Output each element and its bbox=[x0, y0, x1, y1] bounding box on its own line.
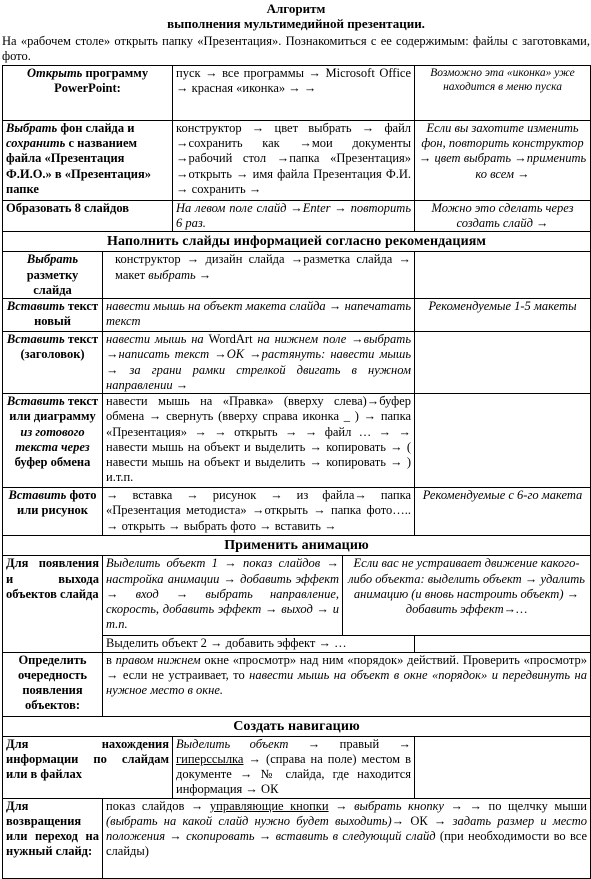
step-label: Образовать 8 слайдов bbox=[3, 200, 173, 232]
step-label: Вставить текст или диаграмму из готового текста через буфер обмена bbox=[3, 394, 103, 488]
step-action: навести мышь на «Правка» (вверху слева)→буфер обмена → свернуть (вверху справа иконка _ ) → папка «Презентация» → → открыть → → файл … → → навести мышь на объект и выделить → копировать → ( навести мышь на объект и выделить → копировать → ) и.т.п. bbox=[103, 394, 415, 488]
step-note-empty bbox=[415, 252, 591, 299]
step-note-empty bbox=[415, 636, 591, 652]
step-action: показ слайдов → управляющие кнопки → выбрать кнопку → → по щелчку мыши (выбрать на какой слайд нужно будет выходить)→ ОК → задать размер и место положения → скопировать → вставить в следующий слайд (при необходимости во все слайды) bbox=[103, 798, 591, 878]
step-note: Если вы захотите изменить фон, повторить конструктор → цвет выбрать →применить ко всем → bbox=[415, 120, 591, 200]
section-animation bbox=[3, 536, 591, 556]
step-label: Вставить текст (заголовок) bbox=[3, 332, 103, 394]
step-label: Вставить текст новый bbox=[3, 299, 103, 332]
step-action: → вставка → рисунок → из файла→ папка «Презентация методиста» →открыть → папка фото….. → открыть → выбрать фото → вставить → bbox=[103, 488, 415, 536]
step-note: Рекомендуемые с 6-го макета bbox=[415, 488, 591, 536]
step-label: Вставить фото или рисунок bbox=[3, 488, 103, 536]
row-insert-heading bbox=[3, 332, 591, 394]
step-label: Для возвращения или переход на нужный слайд: bbox=[3, 798, 103, 878]
step-action: пуск → все программы → Microsoft Office → красная «иконка» → → bbox=[173, 65, 415, 120]
step-label: Для появления и выхода объектов слайда bbox=[3, 556, 103, 652]
step-action: навести мышь на WordArt на нижнем поле →выбрать →написать текст →ОК →растянуть: навести мышь → за грани рамки стрелкой двигать в нужном направлении → bbox=[103, 332, 415, 394]
step-action: Выделить объект → правый → гиперссылка → (справа на поле) местом в документе → № слайда, где находится информация → ОК bbox=[173, 736, 415, 798]
step-note: Можно это сделать через создать слайд → bbox=[415, 200, 591, 232]
algorithm-table bbox=[2, 65, 591, 879]
title-line-2: выполнения мультимедийной презентации. bbox=[167, 15, 425, 31]
step-label: Для нахождения информации по слайдам или в файлах bbox=[3, 736, 173, 798]
step-label: Выбрать фон слайда и сохранить с названием файла «Презентация Ф.И.О.» в «Презентация» папке bbox=[3, 120, 173, 200]
section-navigation bbox=[3, 716, 591, 736]
row-action-buttons bbox=[3, 798, 591, 878]
step-note: Возможно эта «иконка» уже находится в меню пуска bbox=[415, 65, 591, 120]
step-label: Определить очередность появления объектов: bbox=[3, 652, 103, 716]
section-heading: Создать навигацию bbox=[3, 716, 591, 736]
row-insert-photo bbox=[3, 488, 591, 536]
title-line-1: Алгоритм bbox=[266, 1, 326, 16]
row-create-slides bbox=[3, 200, 591, 232]
step-action: конструктор → цвет выбрать → файл →сохранить как →мои документы →рабочий стол →папка «Презентация» →открыть → имя файла Презентация Ф.И. → сохранить → bbox=[173, 120, 415, 200]
step-action: На левом поле слайд →Enter → повторить 6 раз. bbox=[173, 200, 415, 232]
row-choose-layout bbox=[3, 252, 591, 299]
step-label: Выбрать разметку слайда bbox=[3, 252, 103, 299]
step-note-empty bbox=[415, 736, 591, 798]
step-action-2: Выделить объект 2 → добавить эффект → … bbox=[103, 636, 415, 652]
row-insert-clipboard bbox=[3, 394, 591, 488]
section-heading: Наполнить слайды информацией согласно рекомендациям bbox=[3, 232, 591, 252]
step-note: Рекомендуемые 1-5 макеты bbox=[415, 299, 591, 332]
row-hyperlink bbox=[3, 736, 591, 798]
step-action: навести мышь на объект макета слайда → напечатать текст bbox=[103, 299, 415, 332]
step-action: Выделить объект 1 → показ слайдов → настройка анимации → добавить эффект → вход → выбрать направление, скорость, добавить эффект → выход → и т.п. bbox=[103, 556, 343, 636]
row-appear-exit bbox=[3, 556, 591, 636]
step-label: Открыть программу PowerPoint: bbox=[3, 65, 173, 120]
row-insert-text bbox=[3, 299, 591, 332]
step-action: конструктор → дизайн слайда →разметка слайда → макет выбрать → bbox=[103, 252, 415, 299]
intro-paragraph: На «рабочем столе» открыть папку «Презентация». Познакомиться с ее содержимым: файлы с заготовками, фото. bbox=[2, 33, 590, 63]
row-order bbox=[3, 652, 591, 716]
step-note: Если вас не устраивает движение какого-либо объекта: выделить объект → удалить анимацию (и вновь настроить объект) → добавить эффект→… bbox=[343, 556, 591, 636]
step-note-empty bbox=[415, 394, 591, 488]
step-note-empty bbox=[415, 332, 591, 394]
section-fill-slides bbox=[3, 232, 591, 252]
step-action: в правом нижнем окне «просмотр» над ним «порядок» действий. Проверить «просмотр» → если не устраивает, то навести мышь на объект в окне «порядок» и передвинуть на нужное место в окне. bbox=[103, 652, 591, 716]
row-choose-background bbox=[3, 120, 591, 200]
row-open-program bbox=[3, 65, 591, 120]
document-title bbox=[2, 2, 590, 32]
section-heading: Применить анимацию bbox=[3, 536, 591, 556]
